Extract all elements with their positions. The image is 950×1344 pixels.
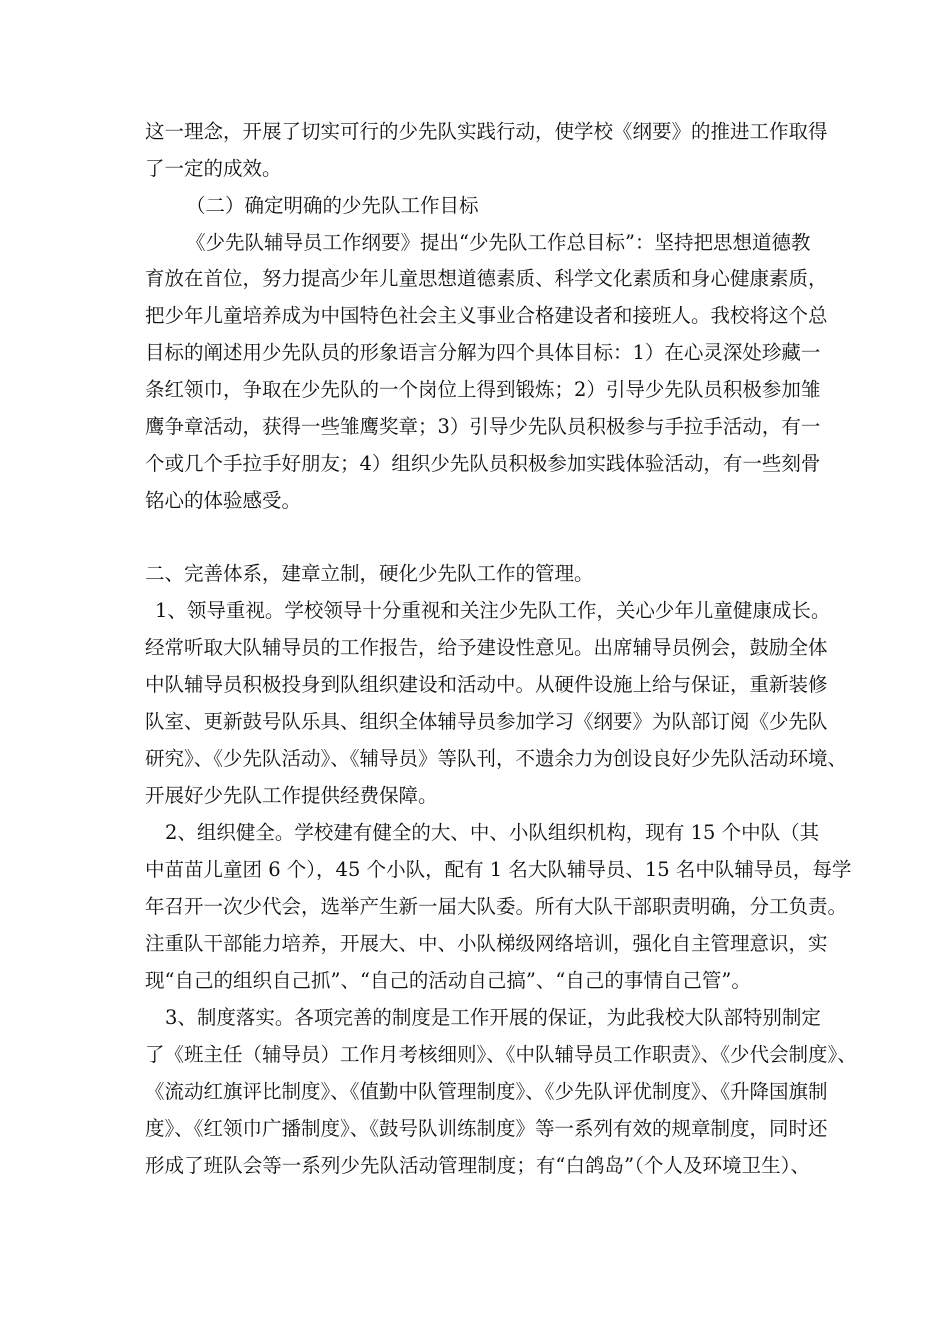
text-line: 年召开一次少代会，选举产生新一届大队委。所有大队干部职责明确，分工负责。 <box>145 895 848 918</box>
text-line: 3、制度落实。各项完善的制度是工作开展的保证，为此我校大队部特别制定 <box>165 1006 821 1029</box>
text-line: 开展好少先队工作提供经费保障。 <box>145 784 438 807</box>
text-line: 条红领巾，争取在少先队的一个岗位上得到锻炼；2）引导少先队员积极参加雏 <box>145 378 821 401</box>
text-line: 形成了班队会等一系列少先队活动管理制度；有“白鸽岛”（个人及环境卫生）、 <box>145 1154 810 1177</box>
text-line: 中队辅导员积极投身到队组织建设和活动中。从硬件设施上给与保证，重新装修 <box>145 673 828 696</box>
text-line: 现“自己的组织自己抓”、“自己的活动自己搞”、“自己的事情自己管”。 <box>145 969 751 992</box>
text-line: 研究》、《少先队活动》、《辅导员》等队刊，不遗余力为创设良好少先队活动环境、 <box>145 747 848 770</box>
text-line: 育放在首位，努力提高少年儿童思想道德素质、科学文化素质和身心健康素质， <box>145 267 828 290</box>
text-line: 目标的阐述用少先队员的形象语言分解为四个具体目标：1）在心灵深处珍藏一 <box>145 341 821 364</box>
section-heading: 二、完善体系，建章立制，硬化少先队工作的管理。 <box>145 562 594 585</box>
text-line: 中苗苗儿童团 6 个），45 个小队，配有 1 名大队辅导员、15 名中队辅导员，每学 <box>145 858 852 881</box>
section-heading: （二）确定明确的少先队工作目标 <box>186 194 479 217</box>
text-line: 了一定的成效。 <box>145 157 282 180</box>
text-line: 度》、《红领巾广播制度》、《鼓号队训练制度》等一系列有效的规章制度，同时还 <box>145 1117 828 1140</box>
text-line: 队室、更新鼓号队乐具、组织全体辅导员参加学习《纲要》为队部订阅《少先队 <box>145 710 828 733</box>
text-line: 《流动红旗评比制度》、《值勤中队管理制度》、《少先队评优制度》、《升降国旗制 <box>145 1080 828 1103</box>
text-line: 鹰争章活动，获得一些雏鹰奖章；3）引导少先队员积极参与手拉手活动，有一 <box>145 415 821 438</box>
text-line: 《少先队辅导员工作纲要》提出“少先队工作总目标”：坚持把思想道德教 <box>186 231 811 254</box>
text-line: 注重队干部能力培养，开展大、中、小队梯级网络培训，强化自主管理意识，实 <box>145 932 828 955</box>
text-line: 了《班主任（辅导员）工作月考核细则》、《中队辅导员工作职责》、《少代会制度》、 <box>145 1043 857 1066</box>
text-line: 经常听取大队辅导员的工作报告，给予建设性意见。出席辅导员例会，鼓励全体 <box>145 636 828 659</box>
text-line: 把少年儿童培养成为中国特色社会主义事业合格建设者和接班人。我校将这个总 <box>145 304 828 327</box>
text-line: 这一理念，开展了切实可行的少先队实践行动，使学校《纲要》的推进工作取得 <box>145 120 828 143</box>
text-line: 1、领导重视。学校领导十分重视和关注少先队工作，关心少年儿童健康成长。 <box>155 599 831 622</box>
text-line: 铭心的体验感受。 <box>145 489 302 512</box>
text-line: 2、组织健全。学校建有健全的大、中、小队组织机构，现有 15 个中队（其 <box>165 821 820 844</box>
text-line: 个或几个手拉手好朋友；4）组织少先队员积极参加实践体验活动，有一些刻骨 <box>145 452 821 475</box>
